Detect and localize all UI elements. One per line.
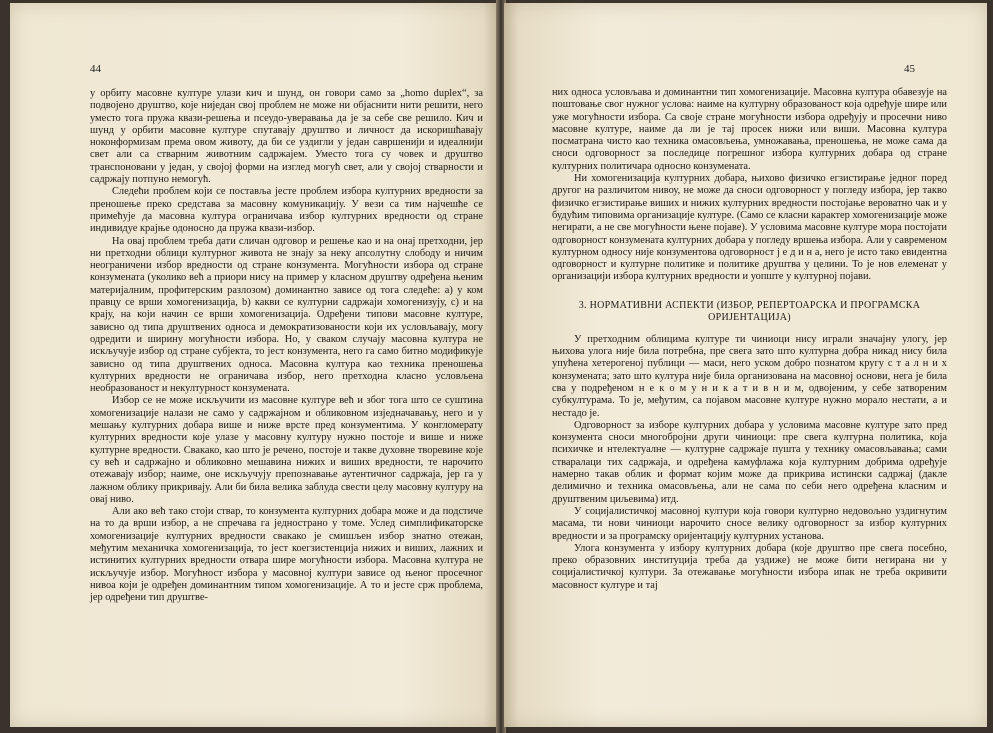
paragraph: У претходним облицима културе ти чиниоци нису играли значајну улогу, јер њихова улога није била потребна, пре свега зато што културна добра никад нису била упућена хетерогеној публици — маси, него уском добро познатом кругу с т а л н и х конзумената; зато што култура није била организована на масовној основи, нега је била сва у подређеном н е к о м у н и к а т и в н и м, одвојеним, у себе затвореним субкултурама. То је, међутим, са појавом масовне културе нужно морало нестати, а и нестадо је. (552, 333, 947, 419)
right-page (504, 3, 987, 727)
paragraph: у орбиту масовне културе улази кич и шунд, он говори само за „homo duplex“, за подвојено друштво, које ниједан свој проблем не може ни објаснити нити решити, него уместо тога пружа квази-решења и псеудо-уверавања да је за себе све решило. Кич и шунд у орбити масовне културе спутавају друштво и личност да искоришћавају ноконформизам према овом животу, да би се уздигли у један савршенији и идеалнији свет али са стварним животним садржајем. Уместо тога су човек и друштво транспоновани у један, у својој форми на изглед могућ свет, али у својој стварности и садржају потпуно немогућ. (90, 88, 483, 186)
paragraph: Следећи проблем који се поставља јесте проблем избора културних вредности за преношење преко средстава за масовну комуникацију. У вези са тим најчешће се примећује да масовна култура ограничава избор културних вредности од стране индивидуе крајње одоносно да пружа квази-избор. (90, 186, 483, 235)
page-number-left: 44 (90, 63, 101, 75)
section-heading: 3. НОРМАТИВНИ АСПЕКТИ (ИЗБОР, РЕПЕРТОАРСКА И ПРОГРАМСКА ОРИЈЕНТАЦИЈА) (578, 299, 921, 323)
paragraph: Избор се не може искључити из масовне културе већ и због тога што се суштина хомогенизације налази не само у садржајном и обликовном изједначавању, него и у мешању културних добара више и ниже врсте пред конзументима. У конгломерату културних вредности које улазе у масовну културу нужно постоје и више и ниже културне вредности. Свакако, као што је речено, постоје и такве духовне творевине које су већ и садржајно и обликовно мешавина нижих и виших вредности, те нарочито отежавају избор; наиме, оне искључују препознавање аутентичног садржаја, јер га у лажном облику прикривају. Али би била велика заблуда свести целу масовну културу на овај ниво. (90, 395, 483, 505)
paragraph: Улога конзумента у избору културних добара (које друштво пре свега посебно, преко образовних институција треба да уздиже) не може бити негирана ни у социјалистичкој култури. За отежавање могућности избора ипак не треба окривити масовност културе и тај (552, 542, 947, 591)
paragraph: На овај проблем треба дати сличан одговор и решење као и на онај претходни, јер ни претходни облици културног живота не знају за неку апсолутну слободу и ничим неограничени избор вредности од стране конзумента. Могућности избора од стране конзумената (уколико већ а приори нису на пример у класном друштву одређена њеним материјалним, профитерским разлозом) доминантно зависе од тога следеће: а) у ком правцу се врши хомогенизација, b) какви се културни садржаји хомогенизују, c) и на крају, на који начин се врши хомогенизација. Одређени типови масовне културе, зависно од типа друштвених односа и демократизованости који их условљавају, могу одредити и ширину могућности избора. Но, у сваком случају масовна култура не искључује избор од стране субјекта, то јест конзумента, него га само битно модификује зависно од типа друштвених односа. Масовна култура као техника преношења културних вредности не ограничава избор, него претходна класно условљена необразованост и некултурност конзумената. (90, 235, 483, 395)
paragraph: Али ако већ тако стоји ствар, то конзумента културних добара може и да подстиче на то да врши избор, а не спречава га једнострано у томе. Услед симплификаторске хомогенизације културних вредности свакако је смишљен избор знатно отежан, међутим механичка хомогенизација, то јест коегзистенција нижих и виших, лажних и истинитих културних вредности отвара шире могућности избора. Масовна култура не искључује избор. Могућност избора у масовној култури зависе од њеног просечног нивоа који је одређен доминантним типом хомогенизације. А то и јесте срж проблема, јер одређени тип друштве- (90, 506, 483, 604)
paragraph: Ни хомогенизација културних добара, њихово физичко егзистирање једног поред другог на различитом нивоу, не може да сноси одговорност у погледу избора, јер такво физичко егзистирање виших и нижих културних вредности постојање вероватно чак и у будућим типовима организације културе. (Само се класни карактер хомогенизације може негирати, а не све могућности њене појаве). У условима масовне културе мора постојати одговорност конзумената културних добара у погледу вршења избора. Али у савременом културном односу није конзументова одговорност ј е д и н а, него је исто тако евидентна одговорност и културне политике и политике друштва у целини. То је нов елеменат у организацији избора културних вредности и уопште у културној појави. (552, 173, 947, 283)
paragraph: У социјалистичкој масовној култури која говори културно недовољно уздигнутим масама, ти нови чиниоци нарочито сносе велику одговорност за избор културних вредности и за програмску оријентацију културних установа. (552, 505, 947, 542)
right-page-text (552, 87, 947, 592)
page-number-right: 45 (904, 63, 915, 75)
paragraph: Одговорност за изборе културних добара у условима масовне културе зато пред конзумента сноси многобројни други чиниоци: пре свега културна политика, која психичке и нтелектуалне — културне садржаје пушта у технику омасовљавања; сами стваралаци тих садржаја, и одређена камуфлажа која културним добрима одређује намерно такав облик и формат којим може да прикрива истински садржај (дакле делимично и техника омасовљења, али не сама по себи него одређена класним и друштвеним циљевима) итд. (552, 419, 947, 505)
left-page-text (90, 88, 483, 604)
paragraph: них односа условљава и доминантни тип хомогенизације. Масовна култура обавезује на поштовање свог нужног услова: наиме на културну образованост која одређује шире или уже могућности избора. Са своје стране могућности избора одређују и просечни ниво масовне културе, наиме да ли је тај просек нижи или виши. Масовна култура посматрана чисто као техника омасовљења, умножавања, преношења, не може сама да сноси одговорност за последице погрешног избора културних добара од стране културних политичара односно конзумената. (552, 87, 947, 172)
left-page (10, 3, 498, 727)
